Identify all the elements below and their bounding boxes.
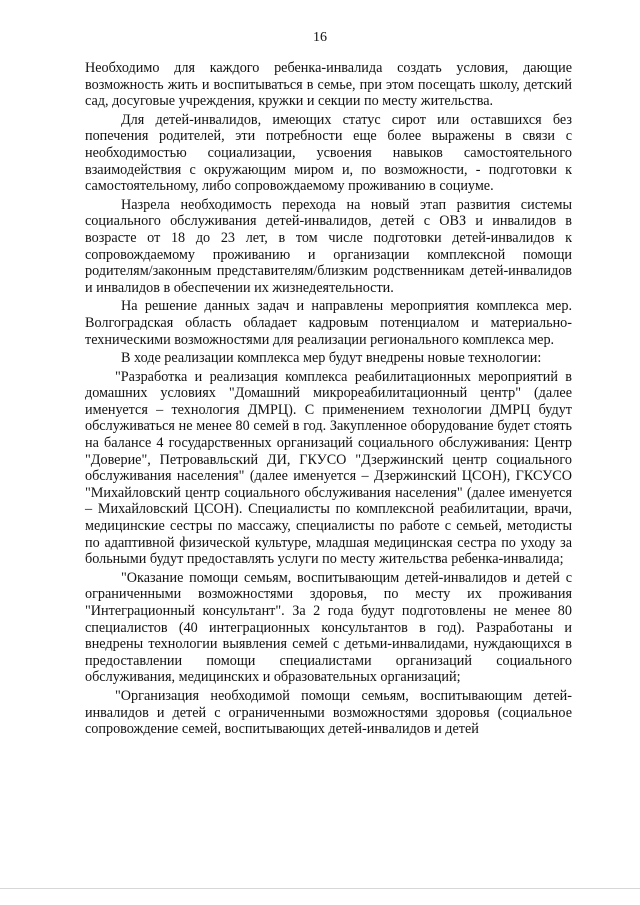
paragraph-6: "Разработка и реализация комплекса реабилитационных мероприятий в домашних условиях "Домашний микрореабилитационный центр" (далее именуется – технология ДМРЦ). С применением технологии ДМРЦ будут обслуживаться не менее 80 семей в год. Закупленное оборудование будет стоять на балансе 4 государственных организаций социального обслуживания: Центр "Доверие", Петровавльский ДИ, ГКУСО "Дзержинский центр социального обслуживания населения" (далее именуется – Дзержинский ЦСОН), ГКСУСО "Михайловский центр социального обслуживания населения" (далее именуется – Михайловский ЦСОН). Специалисты по комплексной реабилитации, врачи, медицинские сестры по массажу, специалисты по работе с семьей, методисты по адаптивной физической культуре, младшая медицинская сестра по уходу за больными будут предоставлять услуги по месту жительства ребенка-инвалида; <box>85 368 572 568</box>
paragraph-1: Необходимо для каждого ребенка-инвалида создать условия, дающие возможность жить и воспитываться в семье, при этом посещать школу, детский сад, досуговые учреждения, кружки и секции по месту жительства. <box>85 60 572 110</box>
paragraph-5: В ходе реализации комплекса мер будут внедрены новые технологии: <box>121 350 542 367</box>
bottom-divider <box>0 888 640 889</box>
paragraph-4: На решение данных задач и направлены мероприятия комплекса мер. Волгоградская область обладает кадровым потенциалом и материально-техническими возможностями для реализации регионального комплекса мер. <box>85 298 572 348</box>
page-number: 16 <box>313 30 327 45</box>
paragraph-7: "Оказание помощи семьям, воспитывающим детей-инвалидов и детей с ограниченными возможностями здоровья, по месту их проживания "Интеграционный консультант". За 2 года будут подготовлены не менее 80 специалистов (40 интеграционных консультантов в год). Разработаны и внедрены технологии выявления семей с детьми-инвалидами, нуждающихся в предоставлении помощи специалистами организаций социального обслуживания, медицинских и образовательных организаций; <box>85 569 572 686</box>
paragraph-8: "Организация необходимой помощи семьям, воспитывающим детей-инвалидов и детей с ограниченными возможностями здоровья (социальное сопровождение семей, воспитывающих детей-инвалидов и детей <box>85 687 572 738</box>
paragraph-2: Для детей-инвалидов, имеющих статус сирот или оставшихся без попечения родителей, эти потребности еще более выражены в связи с необходимостью социализации, усвоения навыков самостоятельного взаимодействия с окружающим миром и, по возможности, - подготовки к самостоятельному, либо сопровождаемому проживанию в социуме. <box>85 111 572 195</box>
paragraph-3: Назрела необходимость перехода на новый этап развития системы социального обслуживания детей-инвалидов, детей с ОВЗ и инвалидов в возрасте от 18 до 23 лет, в том числе подготовки детей-инвалидов к сопровождаемому проживанию и организации комплексной помощи родителям/законным представителям/близким родственникам детей-инвалидов и инвалидов в обеспечении их жизнедеятельности. <box>85 196 572 296</box>
document-body <box>85 60 572 740</box>
